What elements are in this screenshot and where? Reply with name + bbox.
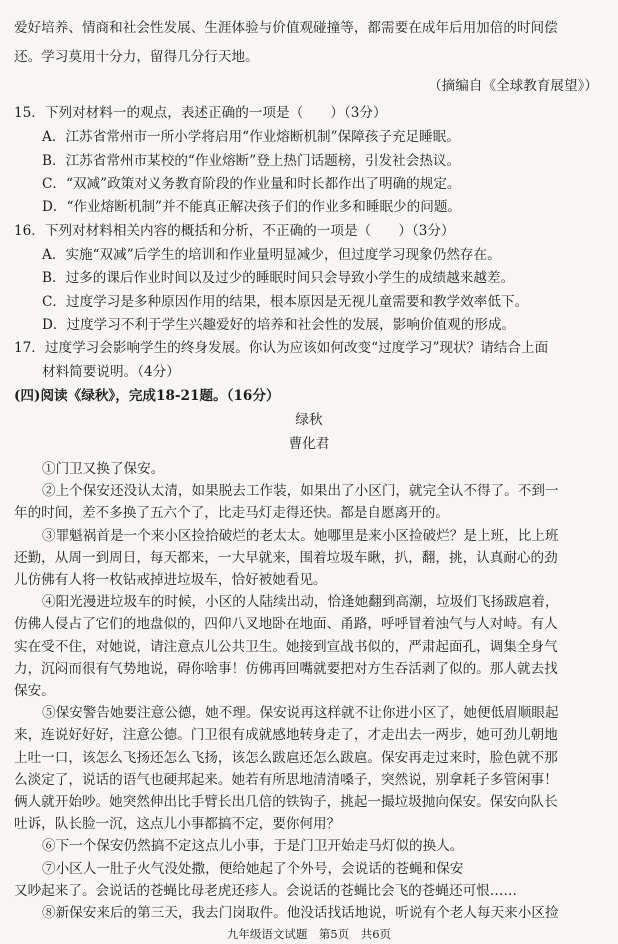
paragraph-line: ③罪魁祸首是一个来小区捡拾破烂的老太太。她哪里是来小区捡破烂？是上班，比上班 [42, 528, 559, 544]
q15-option-a: A．江苏省常州市一所小学将启用“作业熔断机制”保障孩子充足睡眠。 [42, 129, 460, 145]
paragraph-line: ⑥下一个保安仍然搞不定这点儿小事，于是门卫开始走马灯似的换人。 [42, 838, 464, 854]
paragraph-line: 仿佛人侵占了它们的地盘似的，四仰八叉地卧在地面、甬路，呼呼冒着浊气与人对峙。有人 [14, 616, 558, 632]
q17-line-1: 17．过度学习会影响学生的终身发展。你认为应该如何改变“过度学习”现状？请结合上面 [14, 340, 549, 356]
paragraph-line: 俩人就开始吵。她突然伸出比手臂长出几倍的铁钩子，挑起一撮垃圾抛向保安。保安向队长 [14, 794, 558, 810]
page-footer: 九年级语文试题 第5页 共6页 [226, 927, 392, 941]
story-title: 绿秋 [295, 412, 323, 428]
paragraph-line: 么淡定了，说话的语气也硬邦起来。她若有所思地清清嗓子，突然说，别拿耗子多管闲事！ [14, 772, 558, 788]
paragraph-line: 上吐一口，该怎么飞扬还怎么飞扬，该怎么跋扈还怎么跋扈。保安再走过来时，脸色就不那 [14, 750, 558, 766]
q15-option-b: B．江苏省常州市某校的“作业熔断”登上热门话题榜，引发社会热议。 [42, 153, 461, 169]
section-heading: (四)阅读《绿秋》，完成18-21题。（16分） [14, 388, 280, 404]
paragraph-line: 儿仿佛有人将一枚钻戒掉进垃圾车，恰好被她看见。 [14, 572, 327, 588]
paragraph-line: ⑤保安警告她要注意公德，她不理。保安说再这样就不让你进小区了，她便低眉顺眼起 [42, 705, 559, 721]
q16-option-b: B．过多的课后作业时间以及过少的睡眠时间只会导致小学生的成绩越来越差。 [42, 270, 515, 286]
paragraph-line: 吐诉，队长脸一沉，这点儿小事都搞不定，要你何用？ [14, 816, 341, 832]
q16-option-d: D．过度学习不利于学生兴趣爱好的培养和社会性的发展，影响价值观的形成。 [42, 317, 516, 333]
q16-option-a: A．实施“双减”后学生的培训和作业量明显减少，但过度学习现象仍然存在。 [42, 247, 501, 263]
paragraph-line: 保安。 [14, 683, 55, 699]
paragraph-line: 力，沉闷而很有气势地说，碍你啥事！仿佛再回嘴就要把对方生吞活剥了似的。那人就去找 [14, 661, 558, 677]
paragraph-line: 年的时间，差不多换了五六个了，比走马灯走得还快。都是自愿离开的。 [14, 505, 449, 521]
paragraph-line: ④阳光漫进垃圾车的时候，小区的人陆续出动，恰逢她翻到高潮，垃圾们飞扬跋扈着， [42, 594, 559, 610]
intro-line-2: 还。学习莫用十分力，留得几分行天地。 [14, 49, 259, 65]
paragraph-line: ⑦小区人一肚子火气没处撒，便给她起了个外号，会说话的苍蝇和保安 [42, 861, 464, 877]
paragraph-line: ①门卫又换了保安。 [42, 461, 165, 477]
q15-option-c: C．“双减”政策对义务教育阶段的作业量和时长都作出了明确的规定。 [42, 176, 461, 192]
paragraph-line: 实在受不住，对她说，请注意点儿公共卫生。她接到宣战书似的，严肃起面孔，调集全身气 [14, 639, 558, 655]
paragraph-line: 还勤，从周一到周日，每天都来，一大早就来，围着垃圾车瞅，扒，翻，挑，认真耐心的劲 [14, 550, 558, 566]
q16-option-c: C．过度学习是多种原因作用的结果，根本原因是无视儿童需要和教学效率低下。 [42, 294, 529, 310]
intro-line-1: 爱好培养、情商和社会性发展、生涯体验与价值观碰撞等，都需要在成年后用加倍的时间偿 [14, 20, 558, 36]
story-author: 曹化君 [288, 436, 330, 452]
q15-stem: 15．下列对材料一的观点，表述正确的一项是（ ）（3分） [14, 105, 387, 121]
intro-source: （摘编自《全球教育展望》） [428, 78, 598, 94]
paragraph-line: 来，连说好好好，注意公德。门卫很有成就感地转身走了，才走出去一两步，她可劲儿朝地 [14, 727, 558, 743]
q17-line-2: 材料简要说明。（4分） [42, 364, 180, 380]
paragraph-line: ②上个保安还没认太清，如果脱去工作装，如果出了小区门，就完全认不得了。不到一 [42, 483, 559, 499]
q16-stem: 16．下列对材料相关内容的概括和分析，不正确的一项是（ ）（3分） [14, 223, 455, 239]
q15-option-d: D．“作业熔断机制”并不能真正解决孩子们的作业多和睡眠少的问题。 [42, 199, 462, 215]
paragraph-line: 又吵起来了。会说话的苍蝇比母老虎还疹人。会说话的苍蝇比会飞的苍蝇还可恨…… [14, 883, 517, 899]
paragraph-line: ⑧新保安来后的第三天，我去门岗取件。他没话找话地说，听说有个老人每天来小区捡 [42, 905, 559, 921]
